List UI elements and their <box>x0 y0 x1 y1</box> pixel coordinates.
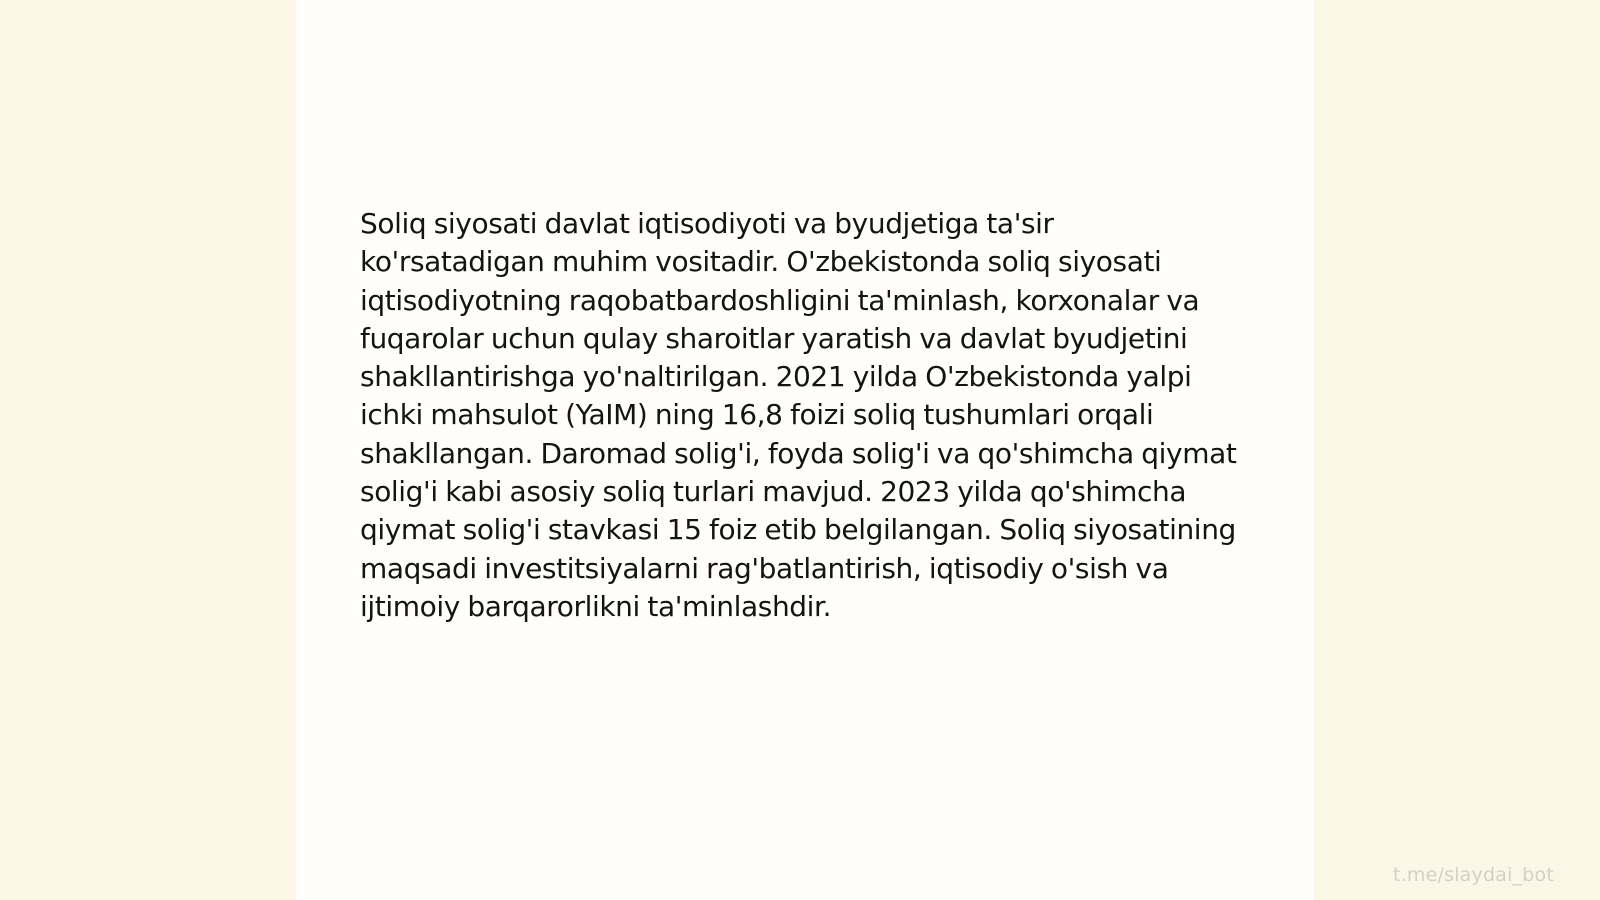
slide-body-text: Soliq siyosati davlat iqtisodiyoti va byudjetiga ta'sir ko'rsatadigan muhim vositadir. O'zbekistonda soliq siyosati iqtisodiyotning raqobatbardoshligini ta'minlash, korxonalar va fuqarolar uchun qulay sharoitlar yaratish va davlat byudjetini shakllantirishga yo'naltirilgan. 2021 yilda O'zbekistonda yalpi ichki mahsulot (YaIM) ning 16,8 foizi soliq tushumlari orqali shakllangan. Daromad solig'i, foyda solig'i va qo'shimcha qiymat solig'i kabi asosiy soliq turlari mavjud. 2023 yilda qo'shimcha qiymat solig'i stavkasi 15 foiz etib belgilangan. Soliq siyosatining maqsadi investitsiyalarni rag'batlantirish, iqtisodiy o'sish va ijtimoiy barqarorlikni ta'minlashdir. <box>360 207 1237 623</box>
left-background-panel <box>0 0 296 900</box>
right-background-panel <box>1314 0 1600 900</box>
watermark-label: t.me/slaydai_bot <box>1393 864 1554 886</box>
